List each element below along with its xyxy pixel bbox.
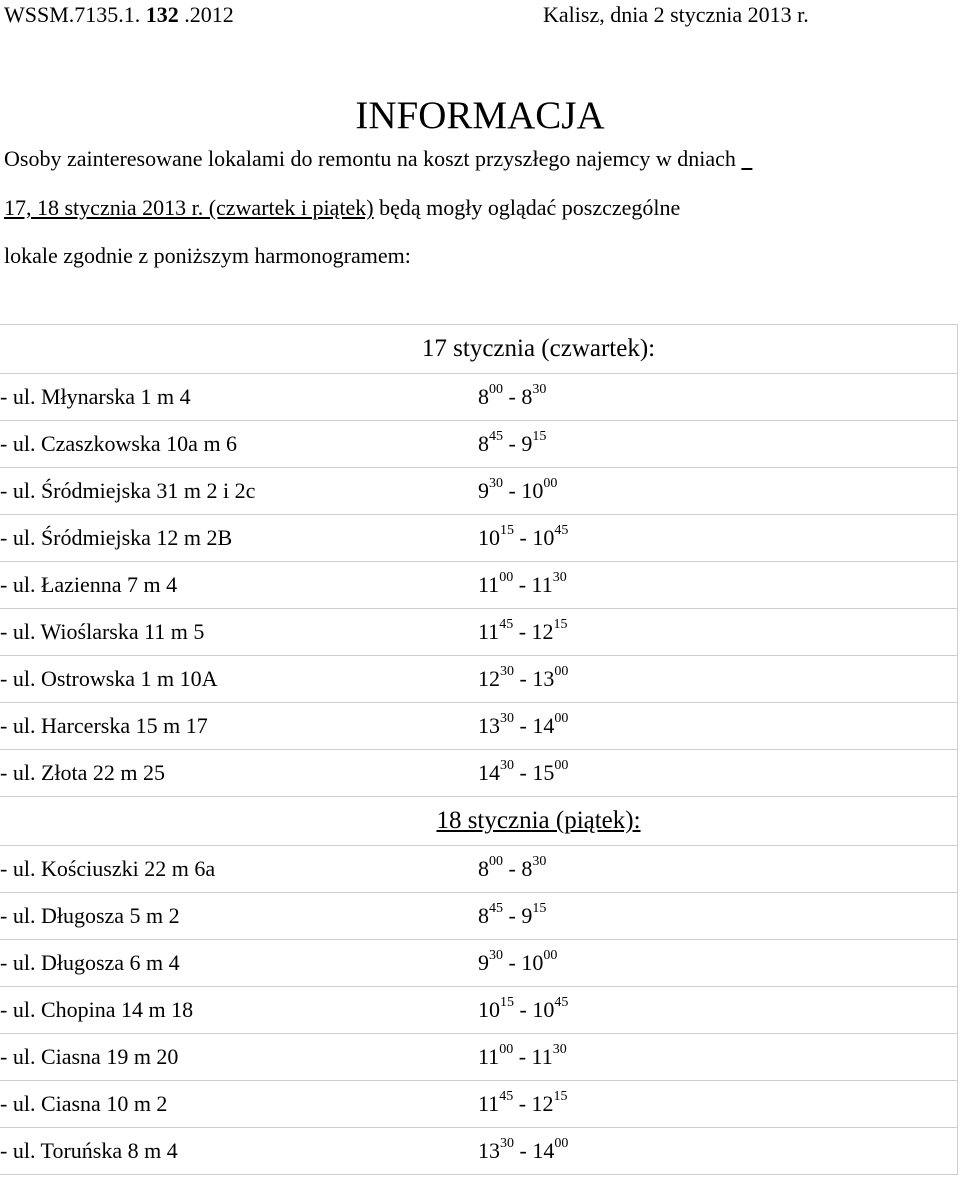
schedule-row: [0, 1128, 958, 1175]
end-minutes: 45: [554, 995, 569, 1010]
schedule-row: [0, 374, 958, 421]
end-minutes: 30: [532, 854, 547, 869]
schedule-row: [0, 750, 958, 797]
address-cell: - ul. Wioślarska 11 m 5: [0, 609, 478, 656]
end-hour: 10: [521, 950, 544, 975]
end-hour: 8: [521, 856, 533, 881]
end-minutes: 45: [554, 523, 569, 538]
time-separator: -: [514, 666, 533, 691]
day-heading-row: [0, 325, 958, 374]
start-hour: 8: [478, 903, 489, 928]
time-range-cell: [478, 515, 958, 562]
schedule-row: [0, 421, 958, 468]
address-cell: - ul. Czaszkowska 10a m 6: [0, 421, 478, 468]
start-hour: 10: [478, 997, 500, 1022]
time-separator: -: [514, 713, 533, 738]
intro-line-1-text: Osoby zainteresowane lokalami do remontu na koszt przyszłego najemcy w dniach: [4, 146, 742, 171]
intro-line-2-text: będą mogły oglądać poszczególne: [373, 195, 681, 220]
end-minutes: 00: [554, 711, 569, 726]
start-minutes: 15: [500, 523, 514, 538]
intro-dates-underlined: 17, 18 stycznia 2013 r. (czwartek i piątek): [4, 195, 374, 220]
schedule-row: [0, 893, 958, 940]
end-minutes: 15: [553, 617, 568, 632]
time-range-cell: [478, 562, 958, 609]
address-cell: - ul. Ciasna 10 m 2: [0, 1081, 478, 1128]
end-minutes: 00: [554, 664, 569, 679]
start-minutes: 45: [499, 617, 514, 632]
start-hour: 11: [478, 572, 500, 597]
address-cell: - ul. Łazienna 7 m 4: [0, 562, 478, 609]
schedule-table: [0, 324, 958, 1175]
time-separator: -: [503, 903, 522, 928]
schedule-row: [0, 609, 958, 656]
schedule-row: [0, 1034, 958, 1081]
start-minutes: 30: [500, 711, 514, 726]
schedule-row: [0, 562, 958, 609]
time-separator: -: [503, 478, 522, 503]
schedule-row: [0, 656, 958, 703]
schedule-row: [0, 1081, 958, 1128]
start-minutes: 30: [500, 664, 514, 679]
end-hour: 14: [532, 713, 555, 738]
start-minutes: 15: [500, 995, 514, 1010]
start-hour: 13: [478, 713, 500, 738]
end-hour: 14: [532, 1138, 555, 1163]
start-hour: 10: [478, 525, 500, 550]
time-separator: -: [513, 1044, 532, 1069]
time-range-cell: [478, 374, 958, 421]
address-cell: - ul. Kościuszki 22 m 6a: [0, 846, 478, 893]
time-range-cell: [478, 468, 958, 515]
time-range-cell: [478, 1034, 958, 1081]
reference-suffix: .2012: [178, 2, 234, 27]
end-minutes: 15: [532, 901, 547, 916]
time-range-cell: [478, 656, 958, 703]
time-separator: -: [514, 997, 533, 1022]
address-cell: - ul. Ciasna 19 m 20: [0, 1034, 478, 1081]
address-cell: - ul. Młynarska 1 m 4: [0, 374, 478, 421]
time-range-cell: [478, 1128, 958, 1175]
day-heading-text: 18 stycznia (piątek):: [436, 807, 641, 834]
time-separator: -: [513, 619, 532, 644]
time-separator: -: [513, 1091, 532, 1116]
start-hour: 11: [478, 1044, 500, 1069]
end-minutes: 30: [532, 382, 547, 397]
schedule-row: [0, 987, 958, 1034]
schedule-row: [0, 846, 958, 893]
start-hour: 8: [478, 431, 489, 456]
schedule-row: [0, 515, 958, 562]
start-hour: 14: [478, 760, 500, 785]
day-heading-row: [0, 797, 958, 846]
day-heading-text: 17 stycznia (czwartek):: [421, 335, 656, 362]
address-cell: - ul. Długosza 5 m 2: [0, 893, 478, 940]
time-range-cell: [478, 987, 958, 1034]
end-minutes: 30: [552, 570, 567, 585]
reference-number-bold: 132: [145, 2, 179, 27]
end-hour: 9: [521, 431, 533, 456]
start-minutes: 30: [489, 948, 503, 963]
address-cell: - ul. Śródmiejska 12 m 2B: [0, 515, 478, 562]
day-heading: [0, 797, 958, 846]
start-hour: 8: [478, 384, 489, 409]
start-minutes: 00: [489, 854, 503, 869]
end-hour: 13: [532, 666, 555, 691]
document-title: INFORMACJA: [355, 94, 605, 137]
start-hour: 9: [478, 950, 489, 975]
end-minutes: 00: [543, 476, 558, 491]
schedule-row: [0, 703, 958, 750]
time-separator: -: [514, 1138, 533, 1163]
time-separator: -: [503, 431, 522, 456]
intro-line-2: [4, 193, 680, 223]
address-cell: - ul. Ostrowska 1 m 10A: [0, 656, 478, 703]
address-cell: - ul. Złota 22 m 25: [0, 750, 478, 797]
start-hour: 12: [478, 666, 500, 691]
end-hour: 15: [532, 760, 555, 785]
schedule-row: [0, 940, 958, 987]
start-minutes: 45: [499, 1089, 514, 1104]
day-heading: [0, 325, 958, 374]
start-minutes: 30: [500, 1136, 514, 1151]
schedule-row: [0, 468, 958, 515]
end-minutes: 15: [553, 1089, 568, 1104]
place-date: Kalisz, dnia 2 stycznia 2013 r.: [543, 2, 809, 27]
time-separator: -: [513, 572, 532, 597]
start-hour: 11: [478, 1091, 500, 1116]
start-minutes: 45: [489, 901, 503, 916]
time-range-cell: [478, 940, 958, 987]
start-minutes: 00: [489, 382, 503, 397]
intro-line-1-trailing-underline: [741, 146, 752, 171]
time-separator: -: [514, 525, 533, 550]
address-cell: - ul. Harcerska 15 m 17: [0, 703, 478, 750]
time-range-cell: [478, 609, 958, 656]
document-header: [4, 0, 956, 30]
start-hour: 8: [478, 856, 489, 881]
start-minutes: 00: [499, 570, 514, 585]
intro-line-1: [4, 144, 752, 174]
time-separator: -: [503, 856, 522, 881]
end-hour: 9: [521, 903, 533, 928]
reference-prefix: WSSM.7135.1.: [4, 2, 146, 27]
end-hour: 12: [531, 619, 554, 644]
end-hour: 10: [521, 478, 544, 503]
end-minutes: 00: [554, 758, 569, 773]
time-separator: -: [503, 384, 522, 409]
address-cell: - ul. Toruńska 8 m 4: [0, 1128, 478, 1175]
end-hour: 12: [531, 1091, 554, 1116]
start-minutes: 00: [499, 1042, 514, 1057]
address-cell: - ul. Chopina 14 m 18: [0, 987, 478, 1034]
address-cell: - ul. Długosza 6 m 4: [0, 940, 478, 987]
start-minutes: 45: [489, 429, 503, 444]
end-hour: 10: [532, 997, 555, 1022]
end-hour: 10: [532, 525, 555, 550]
address-cell: - ul. Śródmiejska 31 m 2 i 2c: [0, 468, 478, 515]
time-separator: -: [503, 950, 522, 975]
schedule-table-body: [0, 325, 958, 1175]
end-minutes: 30: [552, 1042, 567, 1057]
end-hour: 11: [531, 1044, 553, 1069]
time-range-cell: [478, 750, 958, 797]
end-hour: 11: [531, 572, 553, 597]
time-range-cell: [478, 1081, 958, 1128]
time-range-cell: [478, 893, 958, 940]
start-hour: 13: [478, 1138, 500, 1163]
start-hour: 11: [478, 619, 500, 644]
time-separator: -: [514, 760, 533, 785]
end-hour: 8: [521, 384, 533, 409]
time-range-cell: [478, 846, 958, 893]
start-minutes: 30: [500, 758, 514, 773]
time-range-cell: [478, 703, 958, 750]
end-minutes: 00: [554, 1136, 569, 1151]
start-hour: 9: [478, 478, 489, 503]
end-minutes: 00: [543, 948, 558, 963]
intro-line-3: lokale zgodnie z poniższym harmonogramem:: [4, 243, 411, 268]
end-minutes: 15: [532, 429, 547, 444]
reference-number: [4, 0, 234, 30]
time-range-cell: [478, 421, 958, 468]
start-minutes: 30: [489, 476, 503, 491]
